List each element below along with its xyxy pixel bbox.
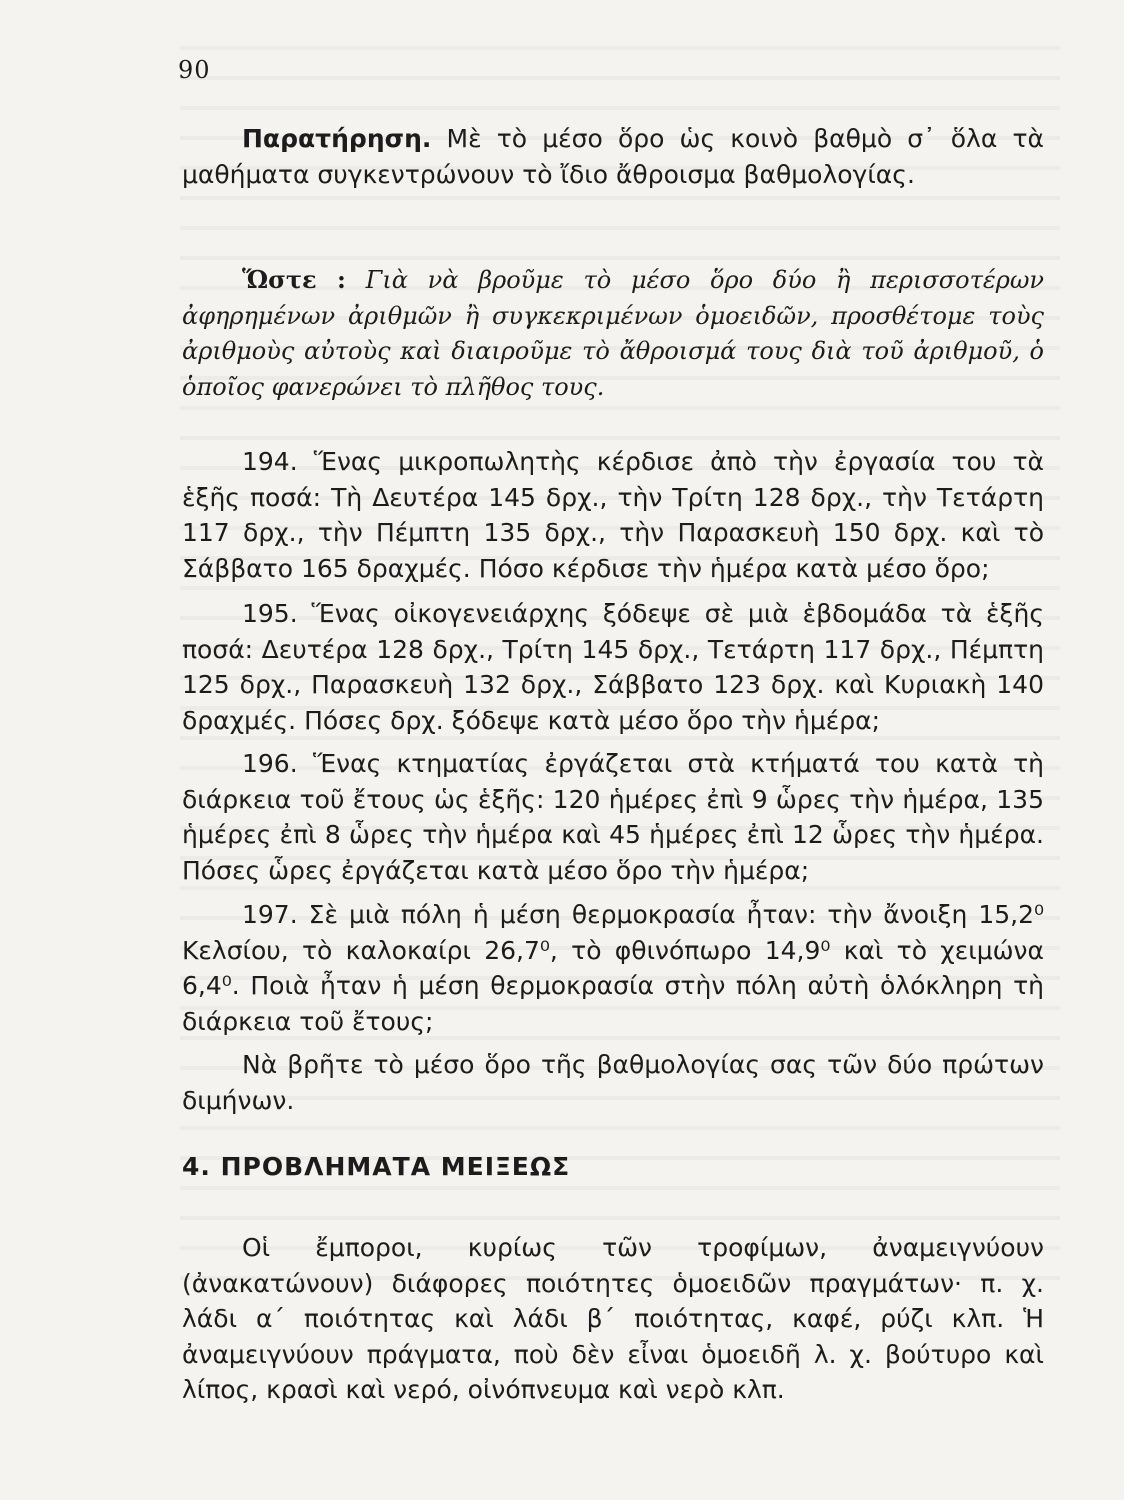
rule-paragraph: [182, 262, 1044, 405]
rule-label: Ὥστε :: [242, 265, 346, 294]
problem-196: 196. Ἕνας κτηματίας ἐργάζεται στὰ κτήματά του κατὰ τὴ διάρκεια τοῦ ἔτους ὡς ἑξῆς: 120 ἡμέρες ἐπὶ 9 ὧρες τὴν ἡμέρα, 135 ἡμέρες ἐπὶ 8 ὧρες τὴν ἡμέρα καὶ 45 ἡμέρες ἐπὶ 12 ὧρες τὴν ἡμέρα. Πόσες ὧρες ἐργάζεται κατὰ μέσο ὅρο τὴν ἡμέρα;: [182, 749, 1044, 885]
page-number: 90: [178, 56, 211, 84]
rule-text: Γιὰ νὰ βροῦμε τὸ μέσο ὅρο δύο ἢ περισσοτέρων ἀφηρημένων ἀριθμῶν ἢ συγκεκριμένων ὁμοειδῶν, προσθέτομε τοὺς ἀριθμοὺς αὐτοὺς καὶ διαιροῦμε τὸ ἄθροισμά τους διὰ τοῦ ἀριθμοῦ, ὁ ὁποῖος φανερώνει τὸ πλῆθος τους.: [182, 266, 1044, 401]
observation-text: Μὲ τὸ μέσο ὅρο ὡς κοινὸ βαθμὸ σ᾿ ὅλα τὰ μαθήματα συγκεντρώνουν τὸ ἴδιο ἄθροισμα βαθμολογίας.: [182, 124, 1044, 189]
exercise-paragraph: Νὰ βρῆτε τὸ μέσο ὅρο τῆς βαθμολογίας σας τῶν δύο πρώτων διμήνων.: [182, 1050, 1044, 1115]
section-intro-paragraph: Οἱ ἔμποροι, κυρίως τῶν τροφίμων, ἀναμειγνύουν (ἀνακατώνουν) διάφορες ποιότητες ὁμοειδῶν πραγμάτων· π. χ. λάδι α΄ ποιότητας καὶ λάδι β΄ ποιότητας, καφέ, ρύζι κλπ. Ἡ ἀναμειγνύουν πράγματα, ποὺ δὲν εἶναι ὁμοειδῆ λ. χ. βούτυρο καὶ λίπος, κρασὶ καὶ νερό, οἰνόπνευμα καὶ νερὸ κλπ.: [182, 1233, 1044, 1404]
problem-194: 194. Ἕνας μικροπωλητὴς κέρδισε ἀπὸ τὴν ἐργασία του τὰ ἑξῆς ποσά: Τὴ Δευτέρα 145 δρχ., τὴν Τρίτη 128 δρχ., τὴν Τετάρτη 117 δρχ., τὴν Πέμπτη 135 δρχ., τὴν Παρασκευὴ 150 δρχ. καὶ τὸ Σάββατο 165 δραχμές. Πόσο κέρδισε τὴν ἡμέρα κατὰ μέσο ὅρο;: [182, 447, 1044, 583]
observation-paragraph: [182, 121, 1044, 192]
section-title: 4. ΠΡΟΒΛΗΜΑΤΑ ΜΕΙΞΕΩΣ: [182, 1152, 571, 1181]
problem-195: 195. Ἕνας οἰκογενειάρχης ξόδεψε σὲ μιὰ ἑβδομάδα τὰ ἑξῆς ποσά: Δευτέρα 128 δρχ., Τρίτη 145 δρχ., Τετάρτη 117 δρχ., Πέμπτη 125 δρχ., Παρασκευὴ 132 δρχ., Σάββατο 123 δρχ. καὶ Κυριακὴ 140 δραχμές. Πόσες δρχ. ξόδεψε κατὰ μέσο ὅρο τὴν ἡμέρα;: [182, 599, 1044, 735]
problem-197: 197. Σὲ μιὰ πόλη ἡ μέση θερμοκρασία ἦταν: τὴν ἄνοιξη 15,2⁰ Κελσίου, τὸ καλοκαίρι 26,7⁰, τὸ φθινόπωρο 14,9⁰ καὶ τὸ χειμώνα 6,4⁰. Ποιὰ ἦταν ἡ μέση θερμοκρασία στὴν πόλη αὐτὴ ὁλόκληρη τὴ διάρκεια τοῦ ἔτους;: [182, 900, 1044, 1036]
observation-label: Παρατήρηση.: [242, 124, 432, 153]
